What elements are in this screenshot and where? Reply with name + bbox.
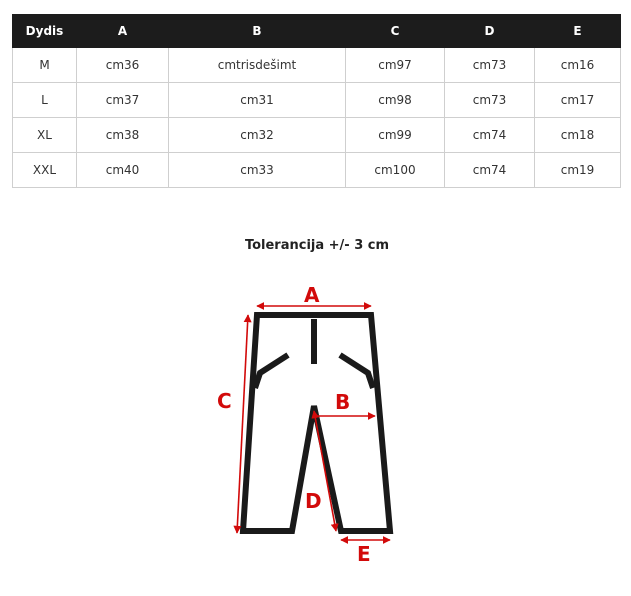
cell-c: cm100: [346, 153, 445, 188]
cell-b: cm32: [169, 118, 346, 153]
pants-pocket-left: [255, 355, 288, 388]
pants-pocket-right: [340, 355, 373, 388]
cell-a: cm38: [77, 118, 169, 153]
cell-b: cm31: [169, 83, 346, 118]
header-a: A: [77, 15, 169, 48]
cell-size: L: [13, 83, 77, 118]
cell-d: cm73: [445, 48, 535, 83]
label-e: E: [357, 542, 371, 566]
cell-e: cm16: [535, 48, 621, 83]
header-b: B: [169, 15, 346, 48]
cell-size: XXL: [13, 153, 77, 188]
table-row: [13, 118, 621, 153]
header-c: C: [346, 15, 445, 48]
cell-c: cm99: [346, 118, 445, 153]
cell-d: cm74: [445, 118, 535, 153]
cell-size: XL: [13, 118, 77, 153]
cell-c: cm98: [346, 83, 445, 118]
cell-e: cm19: [535, 153, 621, 188]
header-size: Dydis: [13, 15, 77, 48]
header-e: E: [535, 15, 621, 48]
cell-a: cm37: [77, 83, 169, 118]
cell-c: cm97: [346, 48, 445, 83]
cell-size: M: [13, 48, 77, 83]
cell-e: cm18: [535, 118, 621, 153]
header-d: D: [445, 15, 535, 48]
table-row: [13, 83, 621, 118]
label-d: D: [305, 489, 322, 513]
label-b: B: [335, 390, 351, 414]
label-c: C: [217, 389, 232, 413]
pants-measurement-diagram: [210, 278, 410, 578]
label-a: A: [304, 283, 320, 307]
cell-a: cm40: [77, 153, 169, 188]
tolerance-note: Tolerancija +/- 3 cm: [244, 238, 390, 253]
table-header-row: [13, 15, 621, 48]
cell-b: cm33: [169, 153, 346, 188]
cell-d: cm73: [445, 83, 535, 118]
table-row: [13, 48, 621, 83]
size-table: [12, 14, 621, 188]
cell-a: cm36: [77, 48, 169, 83]
measure-d-line: [314, 411, 336, 531]
cell-e: cm17: [535, 83, 621, 118]
cell-b: cmtrisdešimt: [169, 48, 346, 83]
cell-d: cm74: [445, 153, 535, 188]
table-row: [13, 153, 621, 188]
